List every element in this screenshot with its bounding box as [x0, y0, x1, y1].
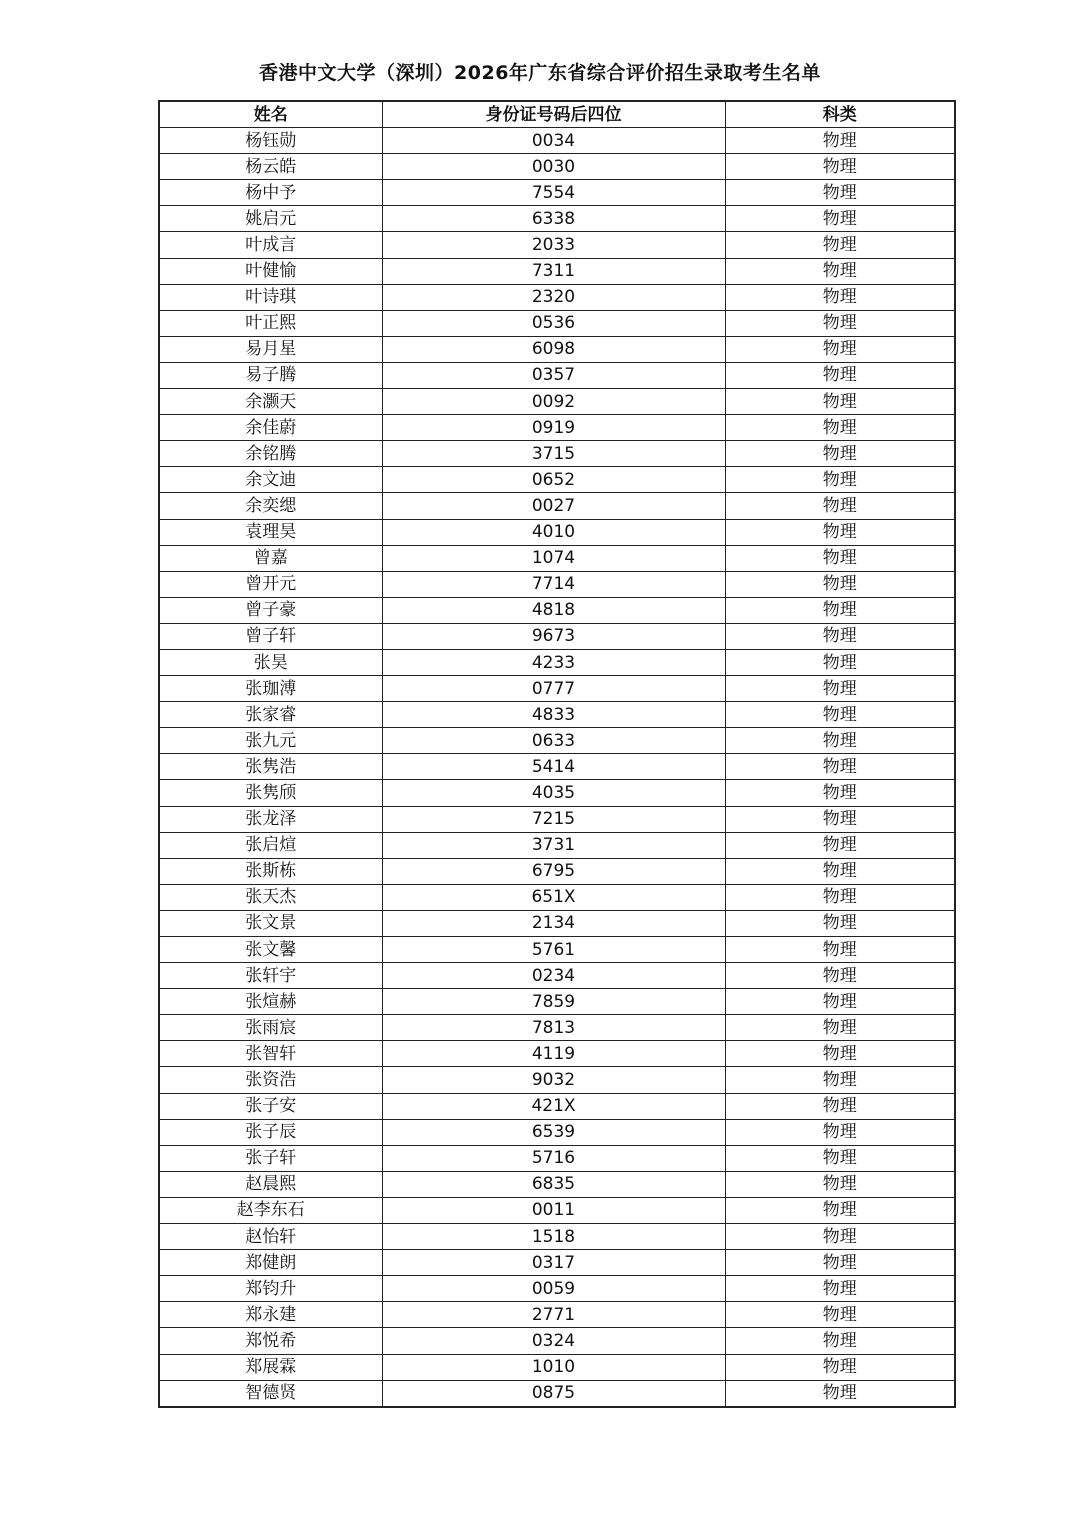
cell-subject-category: 物理	[725, 1380, 955, 1407]
admission-list-table	[158, 100, 956, 1408]
cell-name: 张智轩	[159, 1041, 382, 1067]
table-row	[159, 1328, 955, 1354]
table-row	[159, 1354, 955, 1380]
cell-subject-category: 物理	[725, 1171, 955, 1197]
cell-name: 张子轩	[159, 1145, 382, 1171]
cell-subject-category: 物理	[725, 989, 955, 1015]
cell-subject-category: 物理	[725, 519, 955, 545]
header-subject-category: 科类	[725, 101, 955, 128]
cell-id-last-four: 7859	[382, 989, 725, 1015]
cell-id-last-four: 0919	[382, 415, 725, 441]
table-row	[159, 128, 955, 154]
cell-id-last-four: 2134	[382, 910, 725, 936]
table-row	[159, 467, 955, 493]
cell-subject-category: 物理	[725, 284, 955, 310]
cell-subject-category: 物理	[725, 806, 955, 832]
cell-subject-category: 物理	[725, 1328, 955, 1354]
table-row	[159, 441, 955, 467]
cell-id-last-four: 0652	[382, 467, 725, 493]
table-row	[159, 571, 955, 597]
cell-id-last-four: 7714	[382, 571, 725, 597]
cell-name: 张龙泽	[159, 806, 382, 832]
table-row	[159, 1302, 955, 1328]
cell-subject-category: 物理	[725, 154, 955, 180]
cell-name: 张家睿	[159, 702, 382, 728]
table-body	[159, 128, 955, 1407]
cell-name: 曾子豪	[159, 597, 382, 623]
cell-name: 姚启元	[159, 206, 382, 232]
cell-name: 赵李东石	[159, 1197, 382, 1223]
cell-subject-category: 物理	[725, 415, 955, 441]
cell-id-last-four: 0234	[382, 963, 725, 989]
table-row	[159, 232, 955, 258]
cell-name: 智德贤	[159, 1380, 382, 1407]
table-row	[159, 937, 955, 963]
cell-subject-category: 物理	[725, 754, 955, 780]
cell-name: 余佳蔚	[159, 415, 382, 441]
cell-subject-category: 物理	[725, 571, 955, 597]
cell-id-last-four: 2320	[382, 284, 725, 310]
cell-name: 曾开元	[159, 571, 382, 597]
table-row	[159, 1250, 955, 1276]
cell-name: 张子辰	[159, 1119, 382, 1145]
cell-name: 张子安	[159, 1093, 382, 1119]
cell-subject-category: 物理	[725, 545, 955, 571]
cell-subject-category: 物理	[725, 467, 955, 493]
cell-name: 张珈溥	[159, 676, 382, 702]
cell-id-last-four: 0324	[382, 1328, 725, 1354]
table-row	[159, 493, 955, 519]
cell-name: 郑永建	[159, 1302, 382, 1328]
table-row	[159, 1093, 955, 1119]
table-row	[159, 310, 955, 336]
table-row	[159, 362, 955, 388]
cell-name: 张昊	[159, 649, 382, 675]
table-row	[159, 1224, 955, 1250]
cell-subject-category: 物理	[725, 910, 955, 936]
cell-subject-category: 物理	[725, 1145, 955, 1171]
cell-id-last-four: 0030	[382, 154, 725, 180]
cell-subject-category: 物理	[725, 1015, 955, 1041]
cell-id-last-four: 0536	[382, 310, 725, 336]
cell-subject-category: 物理	[725, 441, 955, 467]
cell-subject-category: 物理	[725, 963, 955, 989]
cell-subject-category: 物理	[725, 206, 955, 232]
table-row	[159, 597, 955, 623]
cell-name: 张隽浩	[159, 754, 382, 780]
cell-name: 张九元	[159, 728, 382, 754]
cell-name: 袁理昊	[159, 519, 382, 545]
table-row	[159, 154, 955, 180]
cell-name: 郑健朗	[159, 1250, 382, 1276]
cell-subject-category: 物理	[725, 493, 955, 519]
cell-name: 张斯栋	[159, 858, 382, 884]
cell-id-last-four: 7215	[382, 806, 725, 832]
cell-id-last-four: 0357	[382, 362, 725, 388]
cell-name: 郑展霖	[159, 1354, 382, 1380]
cell-name: 张资浩	[159, 1067, 382, 1093]
cell-subject-category: 物理	[725, 702, 955, 728]
table-row	[159, 884, 955, 910]
table-row	[159, 1145, 955, 1171]
table-row	[159, 989, 955, 1015]
table-row	[159, 858, 955, 884]
cell-name: 易月星	[159, 336, 382, 362]
cell-subject-category: 物理	[725, 1041, 955, 1067]
cell-name: 张煊赫	[159, 989, 382, 1015]
cell-id-last-four: 2033	[382, 232, 725, 258]
cell-subject-category: 物理	[725, 362, 955, 388]
cell-id-last-four: 7554	[382, 180, 725, 206]
cell-name: 郑钧升	[159, 1276, 382, 1302]
cell-name: 曾子轩	[159, 623, 382, 649]
cell-id-last-four: 4119	[382, 1041, 725, 1067]
cell-id-last-four: 9673	[382, 623, 725, 649]
cell-id-last-four: 4833	[382, 702, 725, 728]
cell-subject-category: 物理	[725, 1354, 955, 1380]
cell-id-last-four: 4818	[382, 597, 725, 623]
cell-name: 余奕缌	[159, 493, 382, 519]
cell-id-last-four: 4233	[382, 649, 725, 675]
table-row	[159, 1067, 955, 1093]
table-row	[159, 284, 955, 310]
cell-subject-category: 物理	[725, 128, 955, 154]
cell-id-last-four: 2771	[382, 1302, 725, 1328]
cell-id-last-four: 1518	[382, 1224, 725, 1250]
table-row	[159, 258, 955, 284]
cell-subject-category: 物理	[725, 649, 955, 675]
table-row	[159, 336, 955, 362]
table-row	[159, 832, 955, 858]
cell-id-last-four: 6795	[382, 858, 725, 884]
cell-subject-category: 物理	[725, 1093, 955, 1119]
cell-name: 张文馨	[159, 937, 382, 963]
cell-id-last-four: 421X	[382, 1093, 725, 1119]
cell-name: 张文景	[159, 910, 382, 936]
header-id-last-four: 身份证号码后四位	[382, 101, 725, 128]
cell-id-last-four: 1010	[382, 1354, 725, 1380]
cell-name: 余文迪	[159, 467, 382, 493]
cell-subject-category: 物理	[725, 310, 955, 336]
cell-id-last-four: 6539	[382, 1119, 725, 1145]
cell-subject-category: 物理	[725, 884, 955, 910]
cell-name: 张隽颀	[159, 780, 382, 806]
cell-id-last-four: 9032	[382, 1067, 725, 1093]
cell-subject-category: 物理	[725, 258, 955, 284]
cell-id-last-four: 0011	[382, 1197, 725, 1223]
cell-id-last-four: 0875	[382, 1380, 725, 1407]
admission-list-table-container	[158, 100, 956, 1408]
cell-subject-category: 物理	[725, 389, 955, 415]
cell-subject-category: 物理	[725, 1250, 955, 1276]
cell-id-last-four: 6835	[382, 1171, 725, 1197]
table-row	[159, 910, 955, 936]
cell-id-last-four: 0092	[382, 389, 725, 415]
cell-id-last-four: 0777	[382, 676, 725, 702]
table-row	[159, 1015, 955, 1041]
cell-subject-category: 物理	[725, 336, 955, 362]
table-row	[159, 649, 955, 675]
table-row	[159, 623, 955, 649]
cell-subject-category: 物理	[725, 180, 955, 206]
cell-name: 叶诗琪	[159, 284, 382, 310]
table-header	[159, 101, 955, 128]
cell-id-last-four: 3715	[382, 441, 725, 467]
cell-id-last-four: 5761	[382, 937, 725, 963]
cell-subject-category: 物理	[725, 728, 955, 754]
cell-subject-category: 物理	[725, 1302, 955, 1328]
table-row	[159, 702, 955, 728]
cell-subject-category: 物理	[725, 1119, 955, 1145]
cell-id-last-four: 0633	[382, 728, 725, 754]
cell-id-last-four: 5414	[382, 754, 725, 780]
cell-subject-category: 物理	[725, 780, 955, 806]
cell-id-last-four: 7311	[382, 258, 725, 284]
cell-id-last-four: 1074	[382, 545, 725, 571]
cell-id-last-four: 7813	[382, 1015, 725, 1041]
cell-subject-category: 物理	[725, 832, 955, 858]
cell-id-last-four: 3731	[382, 832, 725, 858]
cell-name: 张雨宸	[159, 1015, 382, 1041]
table-row	[159, 963, 955, 989]
cell-id-last-four: 651X	[382, 884, 725, 910]
header-row	[159, 101, 955, 128]
cell-subject-category: 物理	[725, 858, 955, 884]
table-row	[159, 1380, 955, 1407]
table-row	[159, 728, 955, 754]
table-row	[159, 1197, 955, 1223]
cell-name: 张轩宇	[159, 963, 382, 989]
table-row	[159, 206, 955, 232]
table-row	[159, 806, 955, 832]
cell-name: 叶健愉	[159, 258, 382, 284]
table-row	[159, 676, 955, 702]
cell-id-last-four: 4010	[382, 519, 725, 545]
table-row	[159, 1041, 955, 1067]
cell-subject-category: 物理	[725, 676, 955, 702]
cell-name: 赵怡轩	[159, 1224, 382, 1250]
cell-name: 赵晨熙	[159, 1171, 382, 1197]
cell-subject-category: 物理	[725, 1067, 955, 1093]
cell-id-last-four: 0027	[382, 493, 725, 519]
cell-subject-category: 物理	[725, 1276, 955, 1302]
cell-name: 余灏天	[159, 389, 382, 415]
cell-name: 杨中予	[159, 180, 382, 206]
cell-id-last-four: 4035	[382, 780, 725, 806]
table-row	[159, 389, 955, 415]
table-row	[159, 519, 955, 545]
table-row	[159, 780, 955, 806]
header-name: 姓名	[159, 101, 382, 128]
table-row	[159, 545, 955, 571]
table-row	[159, 754, 955, 780]
table-row	[159, 180, 955, 206]
table-row	[159, 1119, 955, 1145]
cell-subject-category: 物理	[725, 623, 955, 649]
cell-id-last-four: 6098	[382, 336, 725, 362]
table-row	[159, 1171, 955, 1197]
table-row	[159, 415, 955, 441]
cell-name: 张启煊	[159, 832, 382, 858]
cell-name: 叶正熙	[159, 310, 382, 336]
cell-subject-category: 物理	[725, 597, 955, 623]
cell-id-last-four: 0034	[382, 128, 725, 154]
cell-name: 郑悦希	[159, 1328, 382, 1354]
cell-name: 叶成言	[159, 232, 382, 258]
cell-id-last-four: 6338	[382, 206, 725, 232]
cell-name: 杨钰勋	[159, 128, 382, 154]
table-row	[159, 1276, 955, 1302]
cell-name: 曾嘉	[159, 545, 382, 571]
cell-id-last-four: 5716	[382, 1145, 725, 1171]
cell-name: 余铭腾	[159, 441, 382, 467]
cell-name: 张天杰	[159, 884, 382, 910]
cell-subject-category: 物理	[725, 232, 955, 258]
cell-name: 易子腾	[159, 362, 382, 388]
cell-id-last-four: 0059	[382, 1276, 725, 1302]
cell-subject-category: 物理	[725, 1224, 955, 1250]
cell-name: 杨云皓	[159, 154, 382, 180]
document-title: 香港中文大学（深圳）2026年广东省综合评价招生录取考生名单	[259, 62, 821, 84]
cell-subject-category: 物理	[725, 937, 955, 963]
cell-subject-category: 物理	[725, 1197, 955, 1223]
cell-id-last-four: 0317	[382, 1250, 725, 1276]
